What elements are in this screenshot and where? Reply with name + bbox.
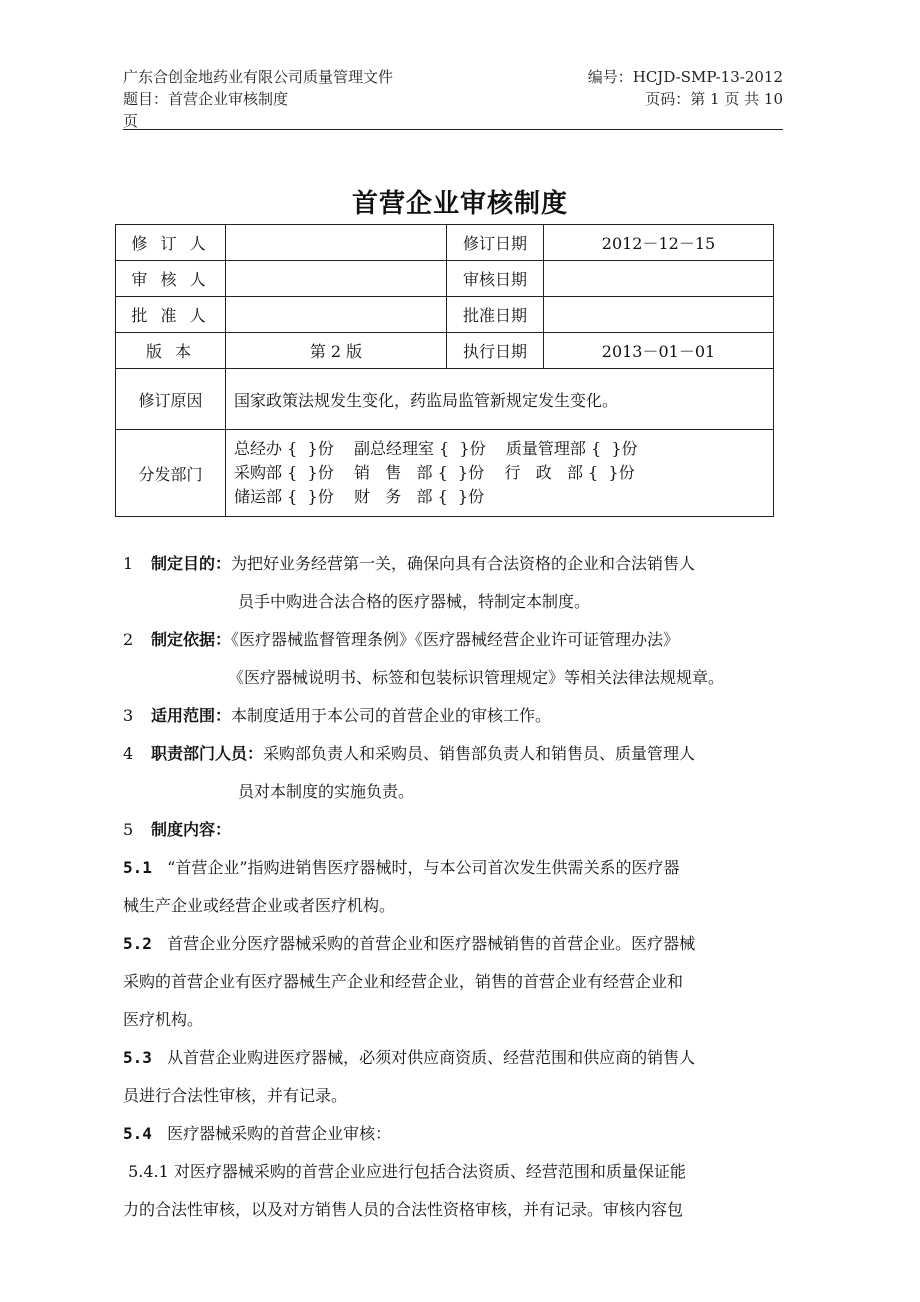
section-text: 《医疗器械监督管理条例》《医疗器械经营企业许可证管理办法》	[231, 630, 680, 649]
doc-topic: 题目：首营企业审核制度	[123, 90, 289, 108]
section-number: 2	[123, 630, 134, 649]
reviser-label: 修 订 人	[116, 225, 226, 261]
reason-label: 修订原因	[116, 369, 226, 430]
doc-topic-cont: 页	[123, 112, 139, 130]
para-5-2-cont: 采购的首营企业有医疗器械生产企业和经营企业，销售的首营企业有经营企业和	[123, 972, 684, 991]
exec-date-value: 2013－01－01	[544, 333, 774, 369]
para-5-3	[123, 1039, 788, 1077]
table-row	[116, 225, 774, 261]
exec-date-label: 执行日期	[447, 333, 544, 369]
approve-date-label: 批准日期	[447, 297, 544, 333]
table-row	[116, 369, 774, 430]
company-name: 广东合创金地药业有限公司质量管理文件	[123, 68, 394, 86]
section-heading: 职责部门人员：	[151, 744, 264, 763]
page-number: 页码：第 1 页 共 10	[645, 90, 783, 108]
dist-row: 储运部 { }份 财 务 部 { }份	[234, 487, 485, 506]
section-1-cont: 员手中购进合法合格的医疗器械，特制定本制度。	[238, 592, 591, 611]
table-row	[116, 297, 774, 333]
version-label: 版 本	[116, 333, 226, 369]
para-text: “首营企业”指购进销售医疗器械时，与本公司首次发生供需关系的医疗器	[167, 858, 680, 877]
para-text: 从首营企业购进医疗器械，必须对供应商资质、经营范围和供应商的销售人	[167, 1048, 696, 1067]
table-row	[116, 430, 774, 517]
section-heading: 制定目的：	[151, 554, 232, 573]
para-number: 5.4	[123, 1124, 152, 1143]
section-text: 采购部负责人和采购员、销售部负责人和销售员、质量管理人	[263, 744, 696, 763]
section-4-cont: 员对本制度的实施负责。	[238, 782, 415, 801]
section-5	[123, 811, 788, 849]
section-1	[123, 545, 788, 583]
doc-header-left	[123, 66, 543, 132]
approver-value	[226, 297, 447, 333]
reason-value: 国家政策法规发生变化，药监局监管新规定发生变化。	[226, 369, 774, 430]
revise-date-label: 修订日期	[447, 225, 544, 261]
version-value: 第 2 版	[226, 333, 447, 369]
section-number: 3	[123, 706, 134, 725]
dist-row: 采购部 { }份 销 售 部 { }份 行 政 部 { }份	[234, 463, 635, 482]
section-heading: 适用范围：	[151, 706, 232, 725]
section-heading: 制定依据：	[151, 630, 232, 649]
para-number: 5.2	[123, 934, 152, 953]
approve-date-value	[544, 297, 774, 333]
header-divider	[123, 129, 783, 130]
para-5-4-1-cont: 力的合法性审核，以及对方销售人员的合法性资格审核，并有记录。审核内容包	[123, 1200, 684, 1219]
dist-departments	[226, 430, 774, 517]
para-text: 对医疗器械采购的首营企业应进行包括合法资质、经营范围和质量保证能	[173, 1162, 686, 1181]
reviser-value	[226, 225, 447, 261]
para-5-4-1	[123, 1153, 788, 1191]
para-text: 医疗器械采购的首营企业审核：	[167, 1124, 392, 1143]
dist-label: 分发部门	[116, 430, 226, 517]
auditor-value	[226, 261, 447, 297]
section-number: 1	[123, 554, 134, 573]
section-number: 4	[123, 744, 134, 763]
section-3	[123, 697, 788, 735]
section-2-cont: 《医疗器械说明书、标签和包装标识管理规定》等相关法律法规规章。	[228, 668, 725, 687]
table-row	[116, 261, 774, 297]
section-number: 5	[123, 820, 134, 839]
para-number: 5.1	[123, 858, 152, 877]
revision-table	[115, 224, 774, 517]
audit-date-value	[544, 261, 774, 297]
revise-date-value: 2012－12－15	[544, 225, 774, 261]
section-heading: 制度内容：	[151, 820, 232, 839]
para-5-1-cont: 械生产企业或经营企业或者医疗机构。	[123, 896, 396, 915]
para-text: 首营企业分医疗器械采购的首营企业和医疗器械销售的首营企业。医疗器械	[167, 934, 696, 953]
section-text: 本制度适用于本公司的首营企业的审核工作。	[231, 706, 552, 725]
para-5-1	[123, 849, 788, 887]
approver-label: 批 准 人	[116, 297, 226, 333]
para-5-2	[123, 925, 788, 963]
doc-code: 编号：HCJD-SMP-13-2012	[587, 68, 783, 86]
section-text: 为把好业务经营第一关，确保向具有合法资格的企业和合法销售人	[231, 554, 696, 573]
para-5-4	[123, 1115, 788, 1153]
para-5-3-cont: 员进行合法性审核，并有记录。	[123, 1086, 348, 1105]
para-number: 5.3	[123, 1048, 152, 1067]
section-2	[123, 621, 788, 659]
para-number: 5.4.1	[128, 1162, 169, 1181]
section-4	[123, 735, 788, 773]
page-title: 首营企业审核制度	[351, 189, 568, 219]
para-5-2-cont: 医疗机构。	[123, 1010, 204, 1029]
document-body	[123, 545, 788, 1229]
table-row	[116, 333, 774, 369]
dist-row: 总经办 { }份 副总经理室 { }份 质量管理部 { }份	[234, 439, 638, 458]
auditor-label: 审 核 人	[116, 261, 226, 297]
audit-date-label: 审核日期	[447, 261, 544, 297]
doc-header-right	[483, 66, 783, 110]
